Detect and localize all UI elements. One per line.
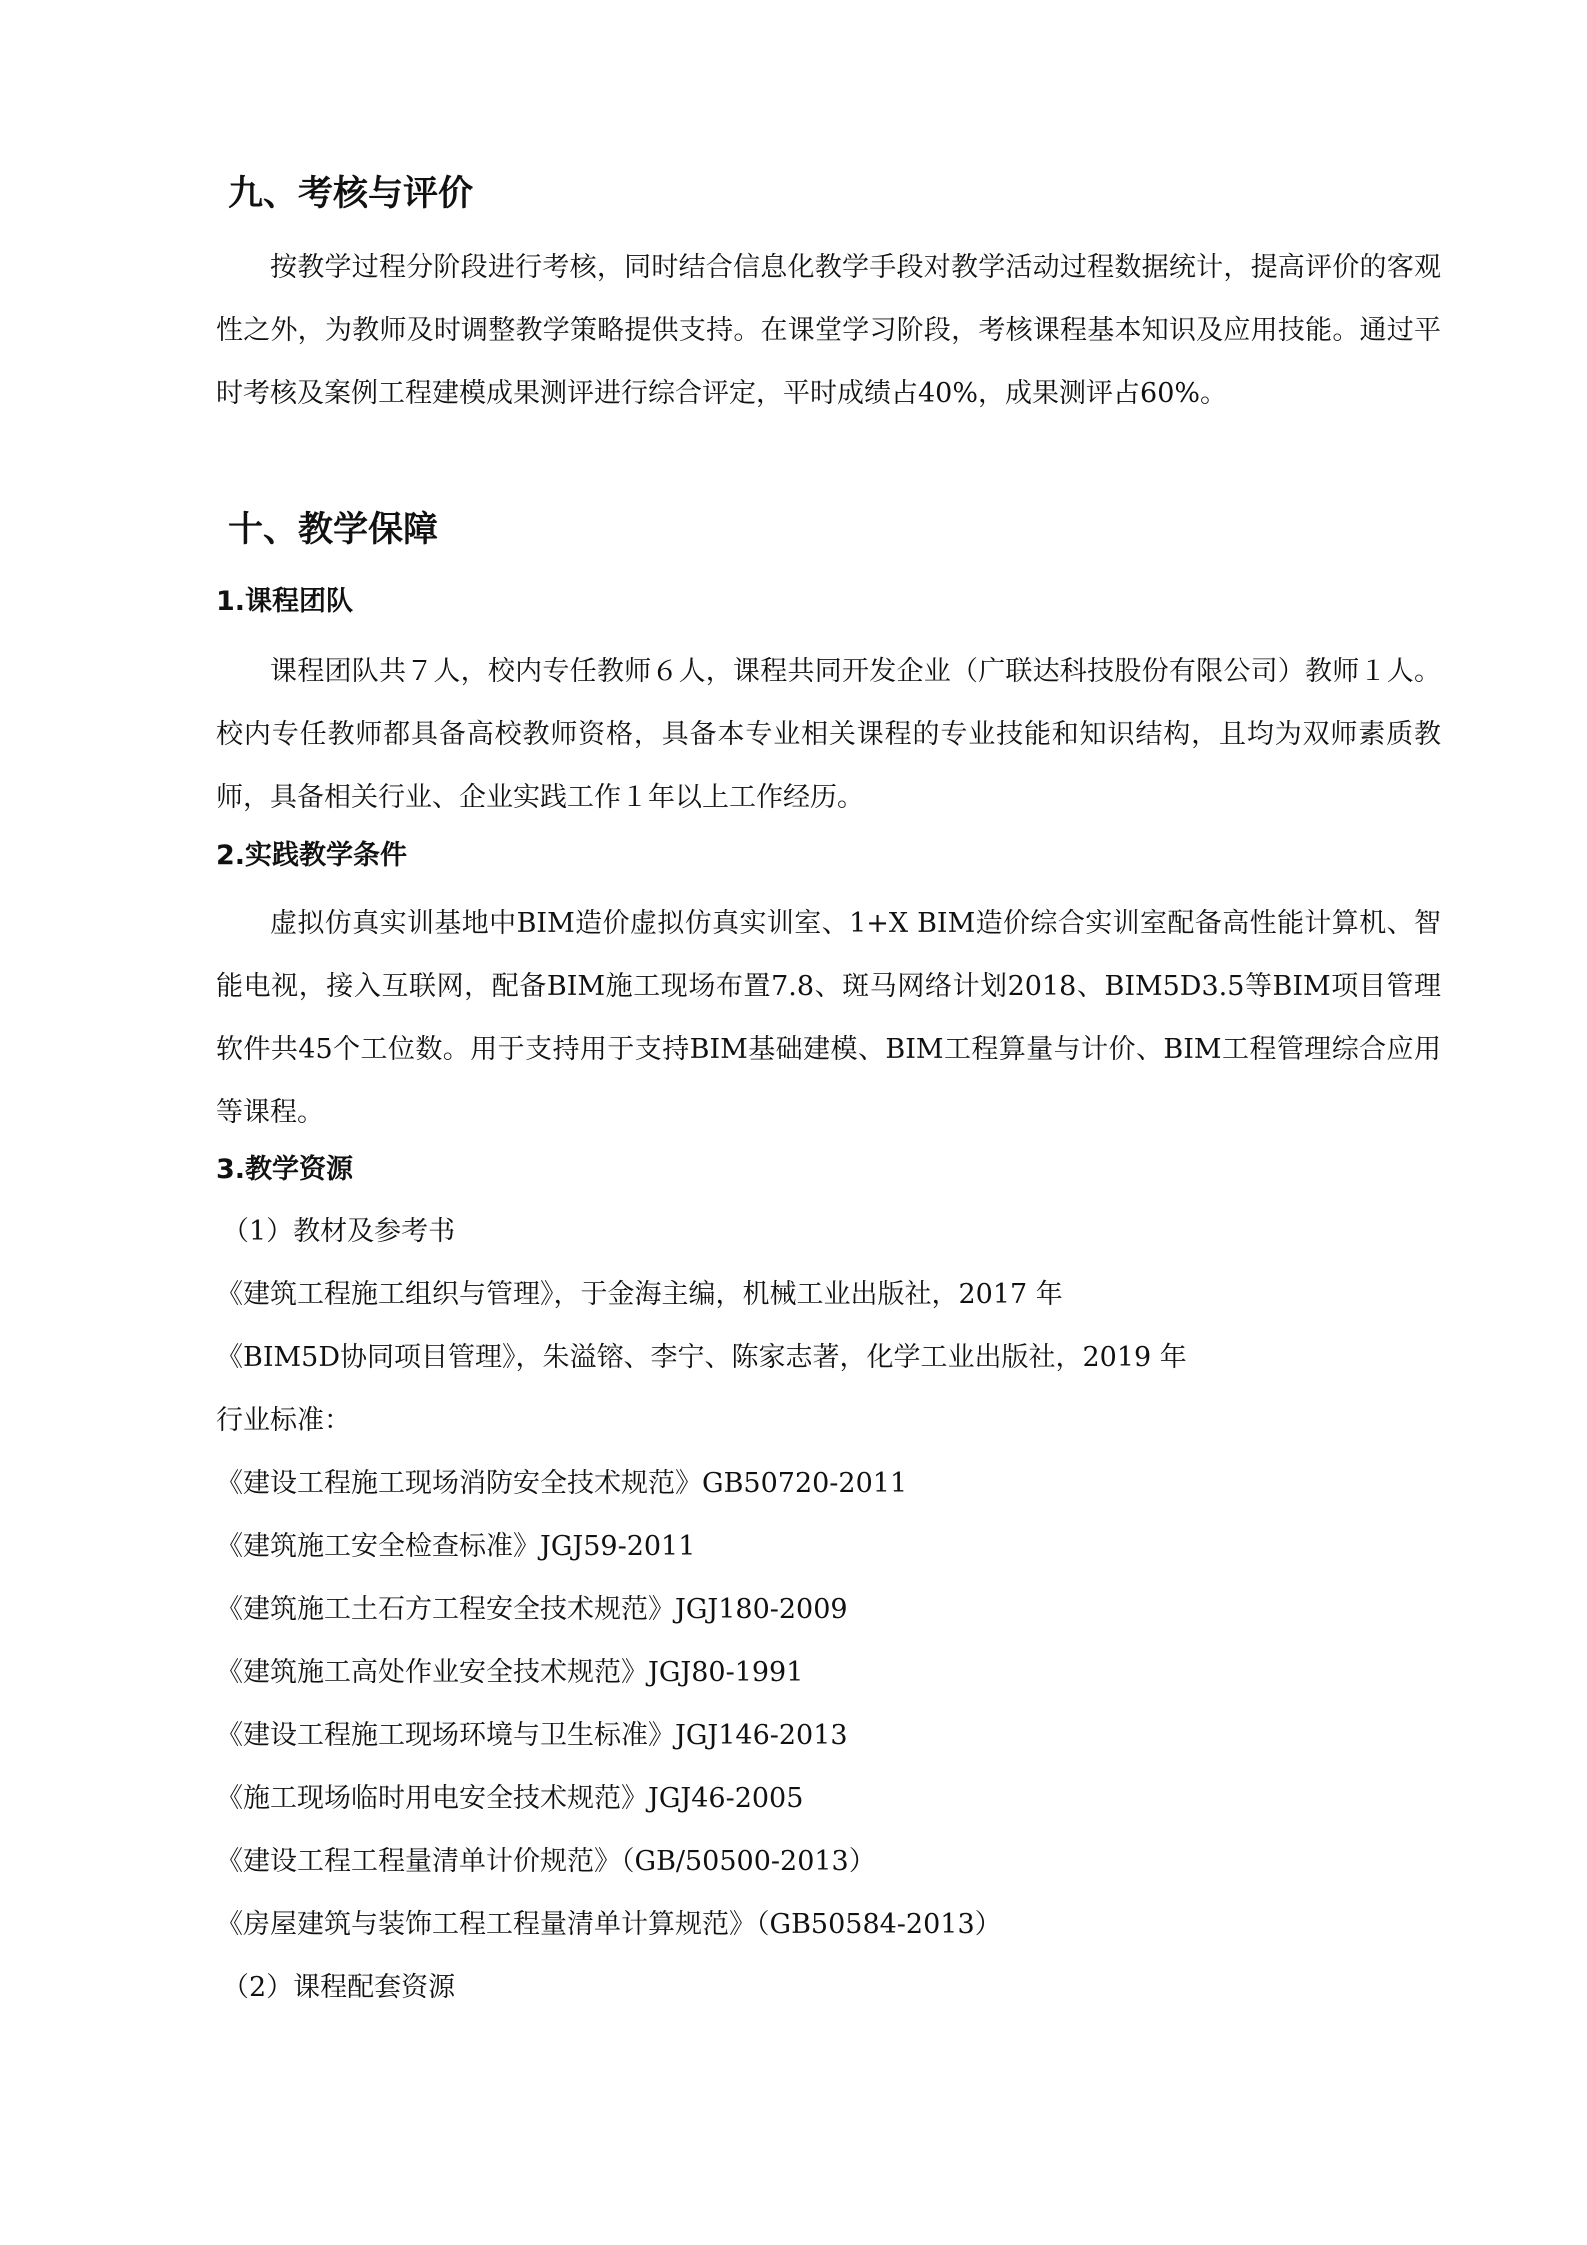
standard-item: 《建设工程工程量清单计价规范》（GB/50500-2013） bbox=[216, 1846, 876, 1877]
standard-item: 《建筑施工安全检查标准》JGJ59-2011 bbox=[216, 1531, 696, 1562]
team-paragraph: 课程团队共７人，校内专任教师６人，课程共同开发企业（广联达科技股份有限公司）教师１人。校内专任教师都具备高校教师资格，具备本专业相关课程的专业技能和知识结构，且均为双师素质教师，具备相关行业、企业实践工作１年以上工作经历。 bbox=[216, 656, 1441, 813]
textbook-item: 《建筑工程施工组织与管理》，于金海主编，机械工业出版社，2017 年 bbox=[216, 1279, 1063, 1310]
resources-heading: 3.教学资源 bbox=[216, 1154, 354, 1185]
section-9-title: 九、考核与评价 bbox=[228, 174, 474, 214]
standards-label: 行业标准： bbox=[216, 1405, 351, 1436]
practice-paragraph: 虚拟仿真实训基地中BIM造价虚拟仿真实训室、1+X BIM造价综合实训室配备高性能计算机、智能电视，接入互联网，配备BIM施工现场布置7.8、斑马网络计划2018、BIM5D3.5等BIM项目管理软件共45个工位数。用于支持用于支持BIM基础建模、BIM工程算量与计价、BIM工程管理综合应用等课程。 bbox=[216, 908, 1441, 1128]
textbooks-heading: （1）教材及参考书 bbox=[222, 1216, 456, 1247]
standard-item: 《建设工程施工现场环境与卫生标准》JGJ146-2013 bbox=[216, 1720, 848, 1751]
practice-heading: 2.实践教学条件 bbox=[216, 840, 408, 871]
standard-item: 《施工现场临时用电安全技术规范》JGJ46-2005 bbox=[216, 1783, 804, 1814]
section-10-title: 十、教学保障 bbox=[228, 510, 439, 550]
section-9-paragraph: 按教学过程分阶段进行考核，同时结合信息化教学手段对教学活动过程数据统计，提高评价的客观性之外，为教师及时调整教学策略提供支持。在课堂学习阶段，考核课程基本知识及应用技能。通过平时考核及案例工程建模成果测评进行综合评定，平时成绩占40%，成果测评占60%。 bbox=[216, 252, 1441, 409]
standard-item: 《建设工程施工现场消防安全技术规范》GB50720-2011 bbox=[216, 1468, 908, 1499]
textbook-item: 《BIM5D协同项目管理》，朱溢镕、李宁、陈家志著，化学工业出版社，2019 年 bbox=[216, 1342, 1187, 1373]
standard-item: 《建筑施工土石方工程安全技术规范》JGJ180-2009 bbox=[216, 1594, 848, 1625]
team-heading: 1.课程团队 bbox=[216, 586, 354, 617]
standard-item: 《房屋建筑与装饰工程工程量清单计算规范》（GB50584-2013） bbox=[216, 1909, 1002, 1940]
standard-item: 《建筑施工高处作业安全技术规范》JGJ80-1991 bbox=[216, 1657, 804, 1688]
supporting-resources-heading: （2）课程配套资源 bbox=[222, 1972, 456, 2003]
